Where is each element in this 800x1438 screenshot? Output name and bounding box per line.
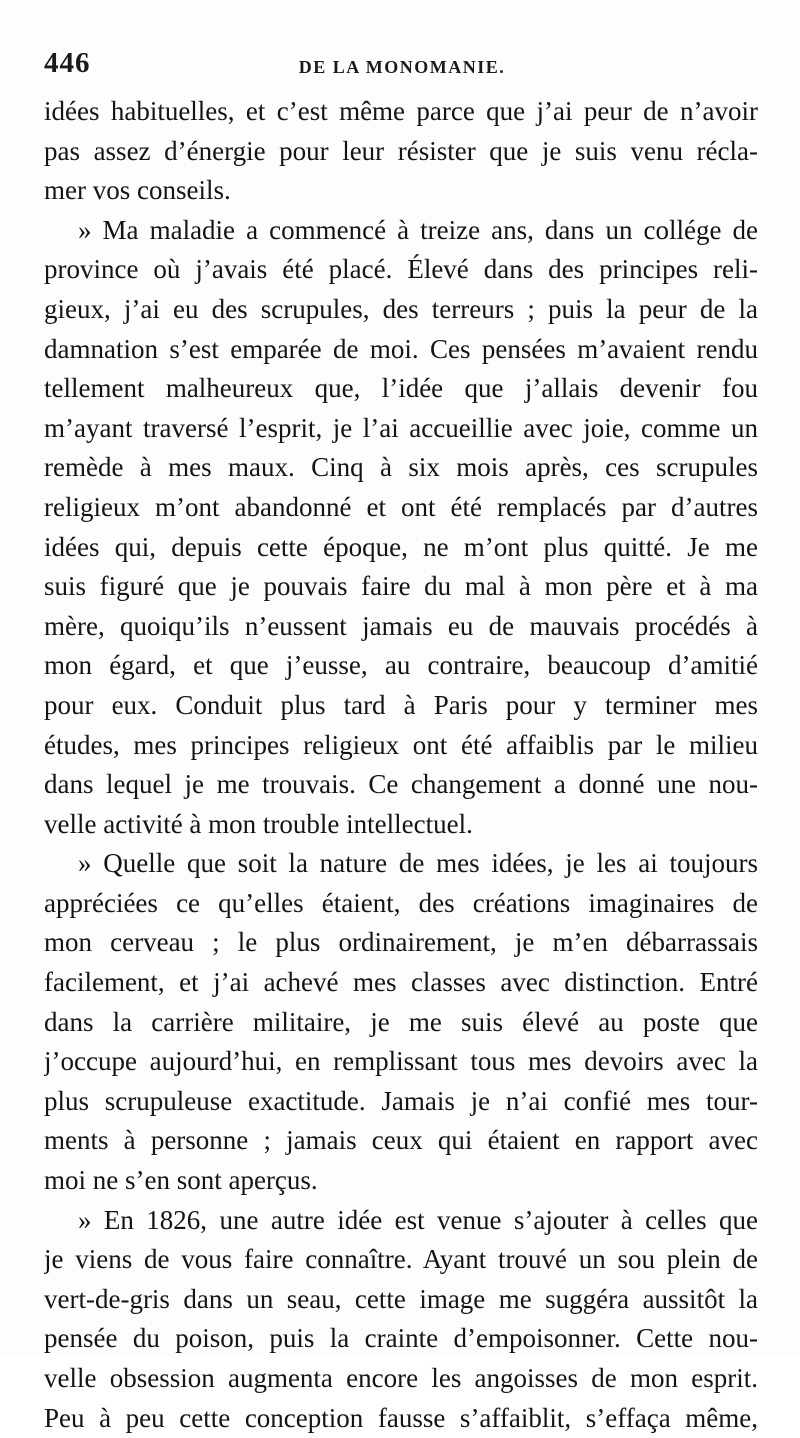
text-line: appréciées ce qu’elles étaient, des créations imaginaires de: [44, 887, 758, 918]
text-line: dans la carrière militaire, je me suis élevé au poste que: [44, 1006, 758, 1037]
text-line: gieux, j’ai eu des scrupules, des terreurs ; puis la peur de la: [44, 293, 758, 324]
body-text: [44, 92, 758, 1438]
text-line: idées qui, depuis cette époque, ne m’ont plus quitté. Je me: [44, 531, 758, 562]
text-line: plus scrupuleuse exactitude. Jamais je n’ai confié mes tour-: [44, 1085, 758, 1116]
page-number: 446: [44, 47, 91, 79]
text-line: remède à mes maux. Cinq à six mois après, ces scrupules: [44, 452, 758, 483]
text-line: suis figuré que je pouvais faire du mal à mon père et à ma: [44, 571, 758, 602]
running-head: DE LA MONOMANIE.: [298, 57, 506, 77]
text-line: m’ayant traversé l’esprit, je l’ai accueillie avec joie, comme un: [44, 412, 758, 443]
paragraph-start-line: » En 1826, une autre idée est venue s’ajouter à celles que: [78, 1204, 758, 1235]
paragraph-start-line: » Ma maladie a commencé à treize ans, dans un collége de: [78, 214, 758, 245]
text-line: vert-de-gris dans un seau, cette image me suggéra aussitôt la: [44, 1283, 758, 1314]
text-line: Peu à peu cette conception fausse s’affaiblit, s’effaça même,: [44, 1402, 758, 1433]
text-line: je viens de vous faire connaître. Ayant trouvé un sou plein de: [44, 1244, 758, 1275]
text-line: velle obsession augmenta encore les angoisses de mon esprit.: [44, 1363, 758, 1393]
text-line: mon égard, et que j’eusse, au contraire, beaucoup d’amitié: [44, 650, 758, 681]
text-line: dans lequel je me trouvais. Ce changement a donné une nou-: [44, 769, 758, 800]
text-line: moi ne s’en sont aperçus.: [44, 1165, 318, 1196]
text-line: velle activité à mon trouble intellectuel.: [44, 808, 473, 839]
text-line: facilement, et j’ai achevé mes classes avec distinction. Entré: [44, 967, 758, 998]
text-line: province où j’avais été placé. Élevé dans des principes reli-: [44, 254, 758, 285]
text-line: mer vos conseils.: [44, 175, 231, 206]
text-line: pas assez d’énergie pour leur résister que je suis venu récla-: [44, 135, 758, 166]
text-line: idées habituelles, et c’est même parce que j’ai peur de n’avoir: [44, 96, 758, 126]
text-line: religieux m’ont abandonné et ont été remplacés par d’autres: [44, 491, 758, 522]
text-line: mon cerveau ; le plus ordinairement, je m’en débarrassais: [44, 927, 758, 958]
paragraph-start-line: » Quelle que soit la nature de mes idées, je les ai toujours: [78, 848, 758, 879]
text-line: pensée du poison, puis la crainte d’empoisonner. Cette nou-: [44, 1323, 758, 1354]
text-line: études, mes principes religieux ont été affaiblis par le milieu: [44, 729, 758, 760]
text-line: mère, quoiqu’ils n’eussent jamais eu de mauvais procédés à: [44, 610, 758, 641]
page-header: [44, 47, 760, 87]
text-line: j’occupe aujourd’hui, en remplissant tous mes devoirs avec la: [44, 1046, 758, 1077]
text-line: damnation s’est emparée de moi. Ces pensées m’avaient rendu: [44, 333, 758, 364]
text-line: ments à personne ; jamais ceux qui étaient en rapport avec: [44, 1125, 758, 1156]
text-line: tellement malheureux que, l’idée que j’allais devenir fou: [44, 373, 758, 404]
text-line: pour eux. Conduit plus tard à Paris pour y terminer mes: [44, 689, 758, 720]
